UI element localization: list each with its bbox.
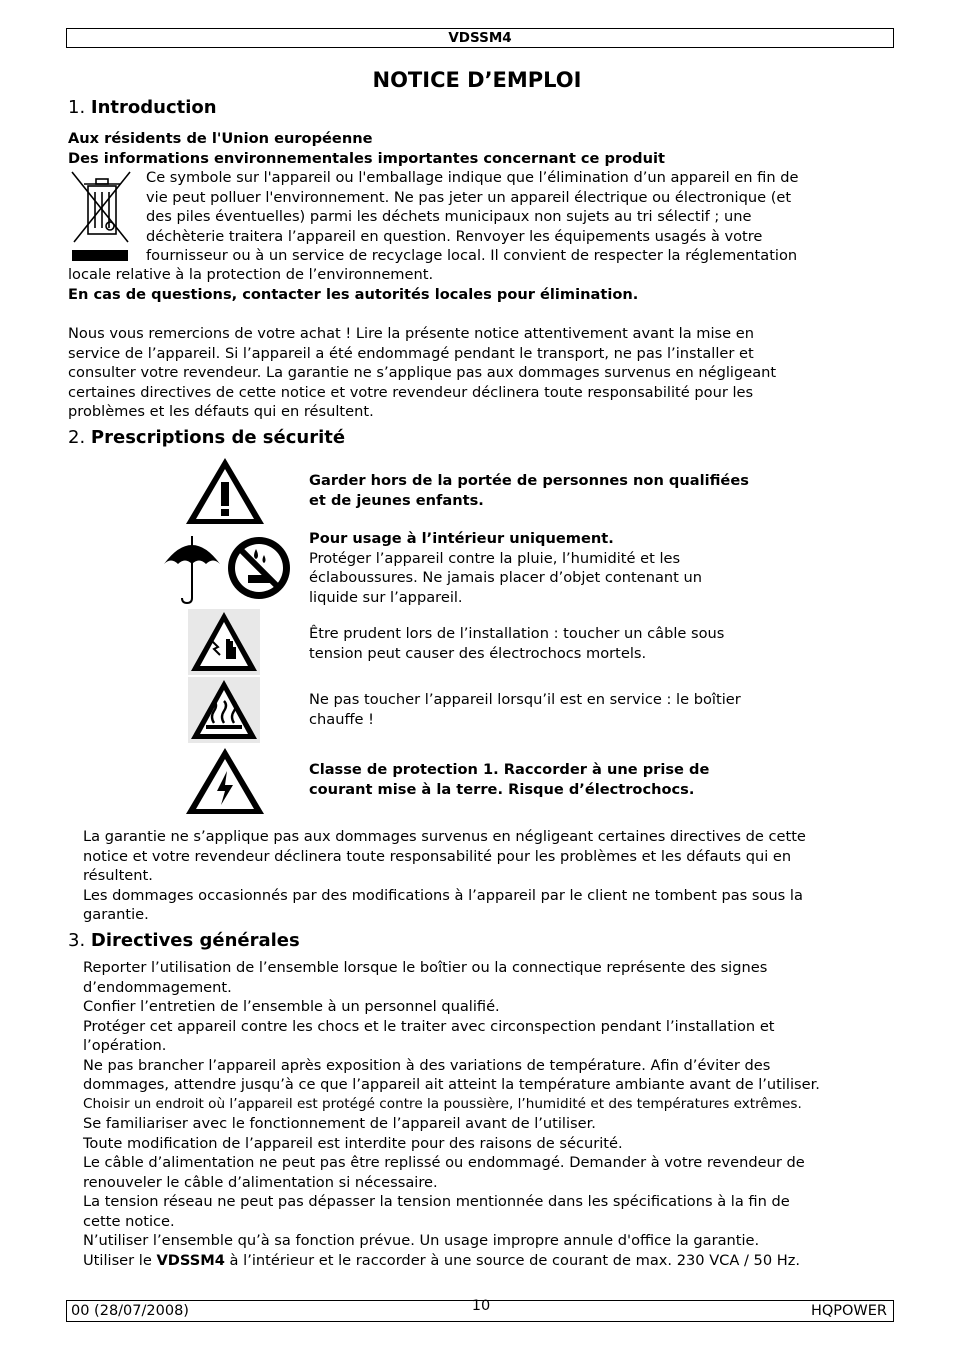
directive-line: Ne pas brancher l’appareil après exposition à des variations de température. Afin d’éviter des <box>83 1056 771 1074</box>
thanks-line: certaines directives de cette notice et votre revendeur déclinera toute responsabilité pour les <box>68 383 754 401</box>
directive-line: Toute modification de l’appareil est interdite pour des raisons de sécurité. <box>83 1134 623 1152</box>
safety-line: tension peut causer des électrochocs mortels. <box>309 644 647 662</box>
thanks-line: problèmes et les défauts qui en résultent. <box>68 403 374 420</box>
safety-line: Classe de protection 1. Raccorder à une prise de <box>309 761 710 778</box>
weee-text <box>146 168 896 266</box>
directive-line: Confier l’entretien de l’ensemble à un personnel qualifié. <box>83 998 500 1015</box>
section-2-heading <box>68 427 345 448</box>
directive-line: dommages, attendre jusqu’à ce que l’appareil ait atteint la température ambiante avant de l’utiliser. <box>83 1076 820 1093</box>
safety-line: Protéger l’appareil contre la pluie, l’humidité et les <box>309 549 681 567</box>
safety-line: Être prudent lors de l’installation : toucher un câble sous <box>309 625 725 642</box>
warranty-line: La garantie ne s’applique pas aux dommages survenus en négligeant certaines directives de cette <box>83 828 806 845</box>
warranty-paragraph <box>83 827 893 925</box>
warranty-line: résultent. <box>83 867 153 884</box>
warning-icon <box>183 455 267 527</box>
directive-line: Choisir un endroit où l’appareil est protégé contre la poussière, l’humidité et des températures extrêmes. <box>83 1095 802 1112</box>
weee-line: Ce symbole sur l'appareil ou l'emballage indique que l’élimination d’un appareil en fin de <box>146 169 799 186</box>
header-model: VDSSM4 <box>66 28 894 48</box>
directive-line: La tension réseau ne peut pas dépasser la tension mentionnée dans les spécifications à la fin de <box>83 1193 790 1210</box>
eu-info: Des informations environnementales importantes concernant ce produit <box>68 150 665 167</box>
page-number: 10 <box>471 1298 491 1314</box>
safety-line: chauffe ! <box>309 710 374 728</box>
section-3-heading <box>68 930 300 951</box>
electric-shock-icon <box>183 745 267 817</box>
section-1-heading <box>68 97 217 118</box>
directive-line: renouveler le câble d’alimentation si nécessaire. <box>83 1173 438 1191</box>
safety-item-3 <box>309 624 809 663</box>
section-2-number: 2. <box>68 427 86 448</box>
directive-line: l’opération. <box>83 1037 167 1054</box>
general-directives <box>83 958 893 1270</box>
safety-line: Pour usage à l’intérieur uniquement. <box>309 530 614 547</box>
umbrella-icon <box>160 532 224 604</box>
footer <box>66 1300 894 1322</box>
warranty-line: notice et votre revendeur déclinera toute responsabilité pour les problèmes et les défauts qui en <box>83 847 792 865</box>
page-title: NOTICE D’EMPLOI <box>372 68 582 92</box>
safety-item-5 <box>309 760 809 799</box>
thanks-line: Nous vous remercions de votre achat ! Lire la présente notice attentivement avant la mise en <box>68 325 755 342</box>
weee-bin-icon <box>68 170 134 264</box>
thanks-line: service de l’appareil. Si l’appareil a été endommagé pendant le transport, ne pas l’installer et <box>68 344 754 362</box>
directive-line: cette notice. <box>83 1212 175 1230</box>
weee-line: vie peut polluer l'environnement. Ne pas jeter un appareil électrique ou électronique (et <box>146 188 792 206</box>
directive-line: Le câble d’alimentation ne peut pas être replissé ou endommagé. Demander à votre revendeur de <box>83 1154 805 1171</box>
directive-line: d’endommagement. <box>83 978 232 996</box>
safety-line: Ne pas toucher l’appareil lorsqu’il est en service : le boîtier <box>309 691 741 708</box>
section-1-title: Introduction <box>90 97 217 118</box>
directive-text: à l’intérieur et le raccorder à une source de courant de max. 230 VCA / 50 Hz. <box>224 1251 801 1269</box>
footer-brand: HQPOWER <box>810 1303 887 1319</box>
safety-item-2 <box>309 529 809 607</box>
safety-line: et de jeunes enfants. <box>309 491 484 509</box>
footer-version: 00 (28/07/2008) <box>71 1303 189 1319</box>
contact-note: En cas de questions, contacter les autorités locales pour élimination. <box>68 286 639 303</box>
section-3-number: 3. <box>68 930 86 951</box>
section-3-title: Directives générales <box>90 930 300 951</box>
thanks-paragraph <box>68 324 898 422</box>
model-name: VDSSM4 <box>156 1251 225 1269</box>
directive-line: Se familiariser avec le fonctionnement de l’appareil avant de l’utiliser. <box>83 1115 596 1132</box>
eu-residents: Aux résidents de l'Union européenne <box>68 130 373 147</box>
safety-line: courant mise à la terre. Risque d’électrochocs. <box>309 780 695 798</box>
safety-line: Garder hors de la portée de personnes non qualifiées <box>309 472 749 489</box>
warranty-line: garantie. <box>83 906 149 923</box>
warranty-line: Les dommages occasionnés par des modifications à l’appareil par le client ne tombent pas sous la <box>83 886 803 904</box>
thanks-line: consulter votre revendeur. La garantie ne s’applique pas aux dommages survenus en négligeant <box>68 364 777 381</box>
weee-line: déchèterie traitera l’appareil en question. Renvoyer les équipements usagés à votre <box>146 227 763 245</box>
weee-line: fournisseur ou à un service de recyclage local. Il convient de respecter la réglementation <box>146 247 798 264</box>
safety-line: liquide sur l’appareil. <box>309 588 463 606</box>
hot-surface-icon <box>188 677 260 743</box>
no-liquid-icon <box>226 535 292 601</box>
section-2-title: Prescriptions de sécurité <box>90 427 346 448</box>
directive-line: Reporter l’utilisation de l’ensemble lorsque le boîtier ou la connectique représente des signes <box>83 959 768 976</box>
directive-text: Utiliser le <box>83 1251 157 1269</box>
directive-line: N’utiliser l’ensemble qu’à sa fonction prévue. Un usage impropre annule d'office la garantie. <box>83 1232 760 1249</box>
safety-item-4 <box>309 690 809 729</box>
weee-line-last: locale relative à la protection de l’environnement. <box>68 266 434 283</box>
weee-line: des piles éventuelles) parmi les déchets municipaux non sujets au tri sélectif ; une <box>146 208 752 225</box>
electric-hand-icon <box>188 609 260 675</box>
safety-line: éclaboussures. Ne jamais placer d’objet contenant un <box>309 569 703 586</box>
directive-line: Protéger cet appareil contre les chocs et le traiter avec circonspection pendant l’installation et <box>83 1017 775 1035</box>
section-1-number: 1. <box>68 97 86 118</box>
safety-item-1 <box>309 471 809 510</box>
directive-line-last <box>83 1251 893 1271</box>
